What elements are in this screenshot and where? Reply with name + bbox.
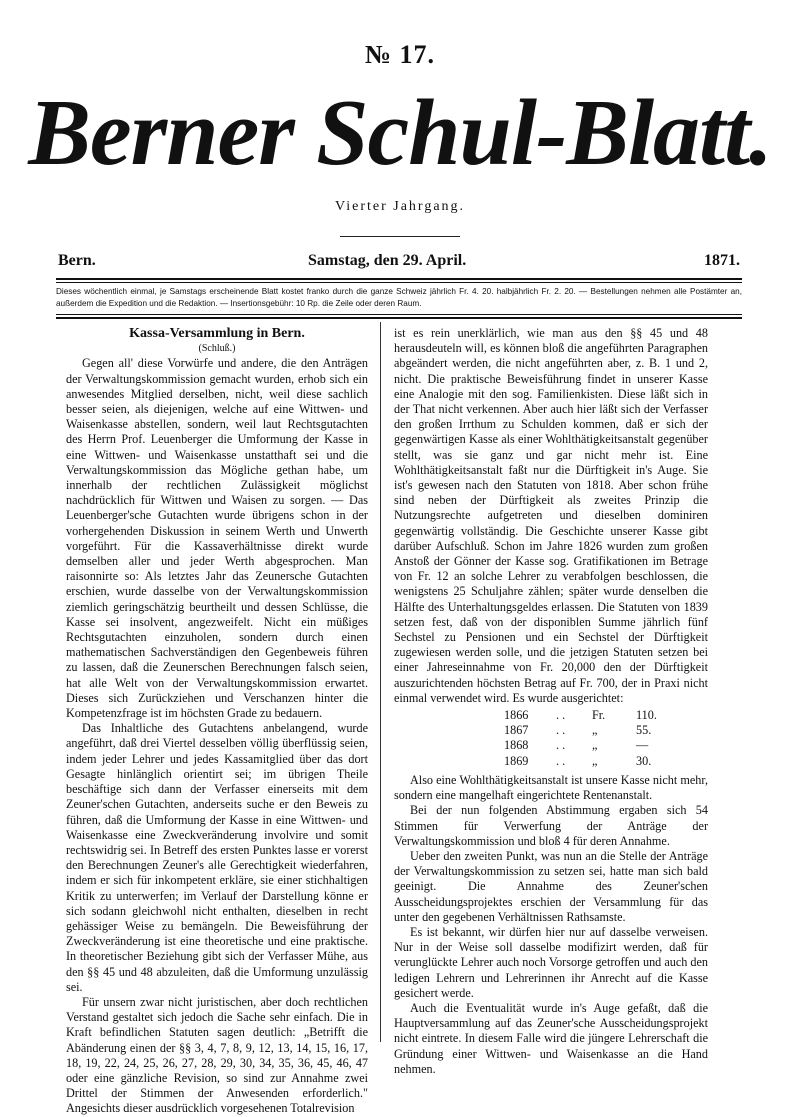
paragraph: Also eine Wohlthätigkeitsanstalt ist unsere Kasse nicht mehr, sondern eine mangelhaft eingerichtete Rentenanstalt.: [394, 772, 708, 803]
dateline-place: Bern.: [58, 252, 96, 269]
payout-currency: „: [592, 723, 598, 738]
volume-line: Vierter Jahrgang.: [334, 199, 466, 214]
payout-dots: . .: [556, 753, 566, 768]
payout-dots: . .: [556, 723, 566, 738]
article-title: Kassa-Versammlung in Bern.: [129, 326, 305, 341]
payout-year: 1869: [504, 753, 529, 768]
payout-year: 1867: [504, 723, 529, 738]
divider: [56, 278, 742, 283]
table-row: [504, 723, 663, 738]
payout-dots: . .: [556, 708, 566, 723]
column-divider: [380, 322, 381, 1042]
paragraph: Ueber den zweiten Punkt, was nun an die Stelle der Anträge der Verwaltungskommission zu setzen sei, hatte man sich bald geeinigt. Die Annahme des Zeuner'schen Ausscheidungsprojektes erschien der Versammlung für das unter den gegebenen Verhältnissen Rathsamste.: [394, 848, 708, 924]
payout-currency: Fr.: [592, 708, 606, 723]
paragraph: Auch die Eventualität wurde in's Auge gefaßt, daß die Hauptversammlung auf das Zeuner'sche Ausscheidungsprojekt nicht eintrete. In diesem Falle wird die jüngere Lehrerschaft die Gründung einer Wittwen- und Waisenkasse an die Hand nehmen.: [394, 1000, 708, 1076]
masthead-title: Berner Schul-Blatt.: [28, 81, 772, 185]
payout-table: [504, 708, 663, 769]
article-subtitle: (Schluß.): [198, 343, 236, 355]
payout-currency: „: [592, 753, 598, 768]
paragraph: Gegen all' diese Vorwürfe und andere, die den Anträgen der Verwaltungskommission gemacht wurden, erhob sich ein anwesendes Mitglied derselben, nicht, weil diese sachlich besser seien, als diejenigen, welche auf eine Wittwen- und Waisenkasse abstellen, sondern, weil laut Rechtsgutachten des Herrn Prof. Leuenberger die Umformung der Kasse in eine Wittwen- und Waisenkasse unstatthaft sei und die Verwaltungskommission das Mögliche gethan habe, um innerhalb der rechtlichen Zulässigkeit möglichst nachdrücklich für Wittwen und Waisen zu sorgen. — Das Leuenberger'sche Gutachten wurde übrigens schon in der vorhergehenden Diskussion in seinem Werth und Unwerth vorgeführt. Für die Kassaverhältnisse direkt wurde demselben aller und jeder Werth abgesprochen. Man raisonnirte so: Als letztes Jahr das Zeunersche Gutachten erschien, wurde dasselbe von der Verwaltungskommission ziemlich geringschätzig beurtheilt und dessen Schlüsse, die Kasse sei insolvent, angezweifelt. Nicht ein müßiges Rechtsgutachten einzuholen, sondern durch einen mathematischen Sachverständigen den Gegenbeweis führen zu lassen, daß die Zeunerschen Berechnungen falsch seien, hat alle Welt von der Verwaltungskommission erwartet. Dieses sich Zurückziehen und Verschanzen hinter die Kompetenzfrage ist im höchsten Grade zu bedauern.: [66, 356, 368, 721]
payout-dots: . .: [556, 738, 566, 753]
paragraph: Das Inhaltliche des Gutachtens anbelangend, wurde angeführt, daß drei Viertel desselben völlig überflüssig seien, indem jeder Lehrer und jedes Kassamitglied über das dort Gesagte hinlänglich orientirt sei; im übrigen Theile beschäftige sich dann der Verfasser einerseits mit dem Zeuner'schen Gutachten, anderseits suche er den Beweis zu führen, daß die Umformung der Kasse in eine Wittwen- und Waisenkasse eine Zweckveränderung involvire und somit rechtswidrig sei. In Betreff des ersten Punktes lasse er vorerst den Berechnungen Zeuner's alle Gerechtigkeit wiederfahren, indem er sich für inkompetent erkläre, sie einer stichhaltigen Kritik zu unterwerfen; im Verlauf der Darstellung könne er sich sodann gleichwohl nicht enthalten, dieselben in recht gehässiger Weise zu bemängeln. Die Beweisführung der Zweckveränderung ist eine theoretische und eine praktische. In theoretischer Beziehung gibt sich der Verfasser Mühe, aus den §§ 45 und 48 abzuleiten, daß die Umformung unzulässig sei.: [66, 721, 368, 994]
payout-amount: —: [636, 738, 649, 753]
paragraph: Bei der nun folgenden Abstimmung ergaben sich 54 Stimmen für Verwerfung der Anträge der Verwaltungskommission und bloß 4 für deren Annahme.: [394, 803, 708, 848]
dateline-year: 1871.: [704, 252, 740, 269]
payout-currency: „: [592, 738, 598, 753]
paragraph: Es ist bekannt, wir dürfen hier nur auf dasselbe verweisen. Nur in der Weise soll dasselbe modifizirt werden, daß für verunglückte Lehrer auch noch Vorsorge getroffen und auch den ledigen Lehrern und Lehrerinnen ihr Anrecht auf die Kasse gesichert werde.: [394, 924, 708, 1000]
paragraph: ist es rein unerklärlich, wie man aus den §§ 45 und 48 herausdeuteln will, es können bloß die angeführten Paragraphen abgeändert werden, die nicht angeführten aber, z. B. 1 und 2, nicht. Die praktische Beweisführung findet in unserer Kasse eine Analogie mit den sog. Familienkisten. Diese läßt sich in der That nicht verkennen. Aber auch hier läßt sich der Verfasser den großen Irrthum zu Schulden kommen, daß er sich der gegenwärtigen Kasse als einer Wohlthätigkeitsanstalt gegenüber stellt, was sie ganz und gar nicht mehr ist. Eine Wohlthätigkeitsanstalt faßt nur die Dürftigkeit in's Auge. Sie ist's gewesen nach den Statuten von 1818. Aber schon frühe sind neben der Dürftigkeit als zweites Prinzip die Nutzungsrechte aufgetreten und dieselben dominiren gegenwärtig vollständig. Die Geschichte unserer Kasse gibt darüber Aufschluß. Schon im Jahre 1826 wurden zum großen Anstoß der Gönner der Kasse sog. Gratifikationen im Betrage von Fr. 12 an solche Lehrer zu verabfolgen beschlossen, die wenigstens 25 Schuljahre zählen; später wurde denselben die Hälfte des Unterhaltungsgeldes erlassen. Die Statuten von 1839 setzen fest, daß von der disponiblen Summe jährlich fünf Sechstel zu Pensionen und ein Sechstel der Dürftigkeit zugewiesen werden solle, und die jetzigen Statuten setzen bei einer Jahreseinnahme von Fr. 20,000 den der Dürftigkeit auszurichtenden höchsten Betrag auf Fr. 700, der in Praxi nicht einmal verwendet wird. Es wurde ausgerichtet:: [394, 326, 708, 705]
divider: [56, 314, 742, 319]
table-row: [504, 754, 663, 769]
issue-number: № 17.: [364, 40, 436, 69]
column-left: [66, 326, 368, 1116]
payout-amount: 55.: [636, 723, 652, 738]
dateline-date: Samstag, den 29. April.: [308, 252, 467, 269]
table-row: [504, 708, 663, 723]
table-row: [504, 738, 663, 753]
subscription-notice: Dieses wöchentlich einmal, je Samstags erscheinende Blatt kostet franko durch die ganze Schweiz jährlich Fr. 4. 20. halbjährlich Fr. 2. 20. — Bestellungen nehmen alle Postämter an, außerdem die Expedition und die Redaktion. — Insertionsgebühr: 10 Rp. die Zeile oder deren Raum.: [56, 287, 742, 308]
payout-amount: 30.: [636, 753, 652, 768]
payout-year: 1866: [504, 708, 529, 723]
dateline: [58, 252, 740, 272]
payout-year: 1868: [504, 738, 529, 753]
column-right: [394, 326, 708, 1076]
paragraph: Für unsern zwar nicht juristischen, aber doch rechtlichen Verstand gestaltet sich jedoch die Sache sehr einfach. Die in Kraft befindlichen Statuten sagen deutlich: „Betrifft die Abänderung einen der §§ 3, 4, 7, 8, 9, 12, 13, 14, 15, 16, 17, 18, 19, 22, 24, 25, 26, 27, 28, 29, 30, 34, 35, 36, 45, 46, 47 oder eine gänzliche Revision, so sind zur Annahme zwei Drittel der Stimmen der Anwesenden erforderlich." Angesichts dieser ausdrücklich vorgesehenen Totalrevision: [66, 994, 368, 1116]
payout-amount: 110.: [636, 708, 657, 723]
divider: [340, 236, 460, 237]
